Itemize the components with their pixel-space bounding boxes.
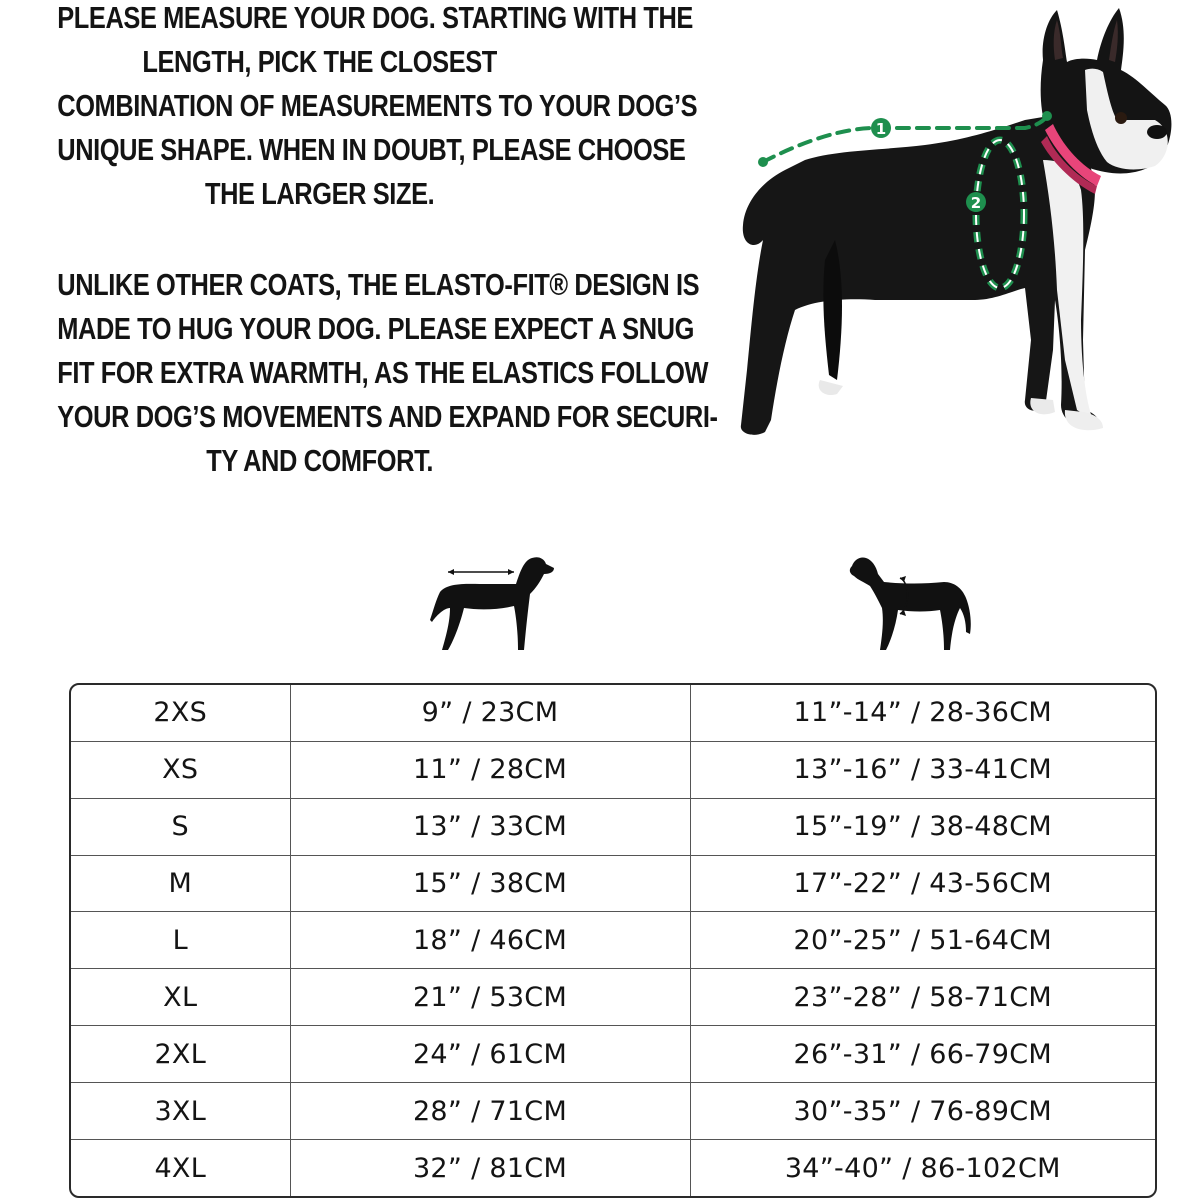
instructions-paragraph-fit — [57, 263, 718, 483]
length-cell: 32” / 81CM — [290, 1140, 690, 1196]
length-cell: 18” / 46CM — [290, 912, 690, 969]
table-row — [71, 1083, 1155, 1140]
dog-chest-measure-icon — [848, 552, 974, 658]
table-row — [71, 969, 1155, 1026]
table-row — [71, 1026, 1155, 1083]
boston-terrier-illustration — [725, 0, 1195, 445]
instruction-line: COMBINATION OF MEASUREMENTS TO YOUR DOG’S — [57, 88, 698, 123]
length-measure-start-dot — [758, 157, 768, 167]
size-chart-table — [69, 683, 1157, 1198]
size-cell: M — [71, 855, 290, 912]
table-row — [71, 741, 1155, 798]
instruction-line: UNIQUE SHAPE. WHEN IN DOUBT, PLEASE CHOOSE — [57, 132, 686, 167]
length-cell: 15” / 38CM — [290, 855, 690, 912]
length-measure-end-dot — [1042, 111, 1052, 121]
size-cell: 4XL — [71, 1140, 290, 1196]
dog-length-measure-icon — [428, 552, 558, 658]
table-row — [71, 855, 1155, 912]
length-cell: 9” / 23CM — [290, 685, 690, 741]
instruction-line: MADE TO HUG YOUR DOG. PLEASE EXPECT A SNUG — [57, 311, 694, 346]
dog-back-paw — [819, 380, 843, 395]
size-cell: L — [71, 912, 290, 969]
instruction-line: YOUR DOG’S MOVEMENTS AND EXPAND FOR SECURI- — [57, 399, 718, 434]
length-cell: 24” / 61CM — [290, 1026, 690, 1083]
length-cell: 11” / 28CM — [290, 741, 690, 798]
length-cell: 28” / 71CM — [290, 1083, 690, 1140]
marker-2-label: 2 — [970, 194, 982, 212]
instruction-line: PLEASE MEASURE YOUR DOG. STARTING WITH THE — [57, 0, 693, 35]
chest-cell: 30”-35” / 76-89CM — [690, 1083, 1155, 1140]
chest-cell: 13”-16” / 33-41CM — [690, 741, 1155, 798]
dog-eye — [1115, 112, 1127, 124]
instruction-line: TY AND COMFORT. — [206, 443, 434, 478]
chest-cell: 11”-14” / 28-36CM — [690, 685, 1155, 741]
dog-measurement-photo — [725, 0, 1195, 445]
size-cell: 2XL — [71, 1026, 290, 1083]
size-cell: XL — [71, 969, 290, 1026]
dog-silhouette — [850, 557, 971, 650]
length-cell: 13” / 33CM — [290, 798, 690, 855]
table-row — [71, 1140, 1155, 1196]
size-table — [71, 685, 1155, 1196]
chest-cell: 15”-19” / 38-48CM — [690, 798, 1155, 855]
instruction-line: UNLIKE OTHER COATS, THE ELASTO-FIT® DESIGN IS — [57, 267, 700, 302]
chest-cell: 20”-25” / 51-64CM — [690, 912, 1155, 969]
size-cell: S — [71, 798, 290, 855]
instruction-line: FIT FOR EXTRA WARMTH, AS THE ELASTICS FOLLOW — [57, 355, 709, 390]
chest-cell: 34”-40” / 86-102CM — [784, 1152, 1061, 1184]
size-cell: 2XS — [71, 685, 290, 741]
dog-front-paw-left — [1030, 398, 1055, 414]
instructions-paragraph-measure — [57, 0, 698, 216]
chest-cell: 26”-31” / 66-79CM — [690, 1026, 1155, 1083]
chest-cell: 23”-28” / 58-71CM — [690, 969, 1155, 1026]
table-row — [71, 685, 1155, 741]
marker-1-label: 1 — [875, 120, 887, 138]
dog-front-paw-right — [1065, 410, 1103, 430]
size-cell: 3XL — [71, 1083, 290, 1140]
chest-cell: 17”-22” / 43-56CM — [690, 855, 1155, 912]
instruction-line: THE LARGER SIZE. — [204, 176, 435, 211]
size-cell: XS — [71, 741, 290, 798]
table-row — [71, 798, 1155, 855]
table-row — [71, 912, 1155, 969]
dog-silhouette — [430, 557, 554, 650]
dog-nose — [1147, 125, 1167, 139]
length-cell: 21” / 53CM — [290, 969, 690, 1026]
instruction-line: LENGTH, PICK THE CLOSEST — [142, 44, 497, 79]
